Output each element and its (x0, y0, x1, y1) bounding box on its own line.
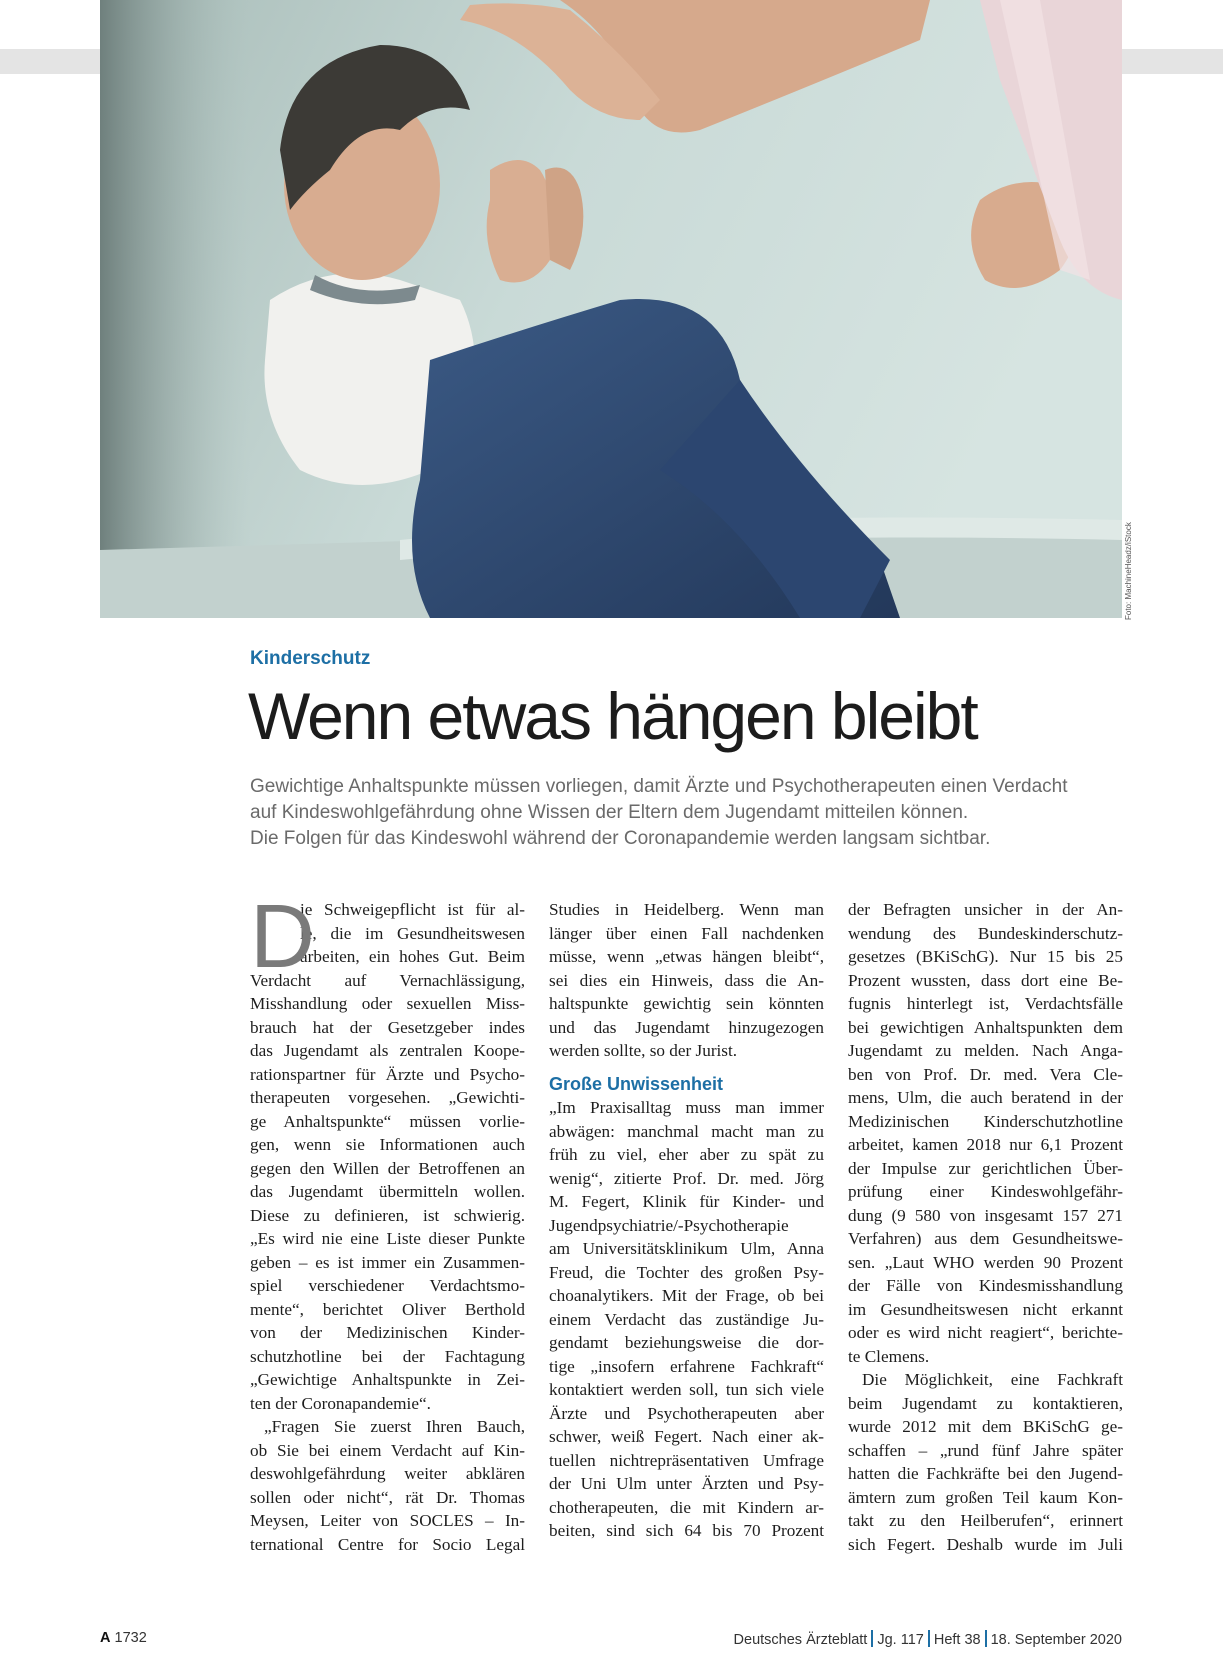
text-line: gendamt beziehungsweise die dor- (549, 1333, 824, 1352)
text-line: kontaktiert werden soll, tun sich viele (549, 1380, 824, 1399)
text-line: das Jugendamt übermitteln wollen. (250, 1182, 525, 1201)
text-line: brauch hat der Gesetzgeber indes (250, 1017, 525, 1037)
text-line: „Es wird nie eine Liste dieser Punkte (250, 1229, 525, 1248)
text-line: früh zu viel, eher aber zu spät zu (549, 1145, 824, 1164)
text-line: Meysen, Leiter von SOCLES – In- (250, 1511, 525, 1530)
text-line: gegen den Willen der Betroffenen an (250, 1158, 525, 1178)
text-line: der Impulse zur gerichtlichen Über- (848, 1158, 1123, 1178)
article-photo (100, 0, 1122, 618)
photo-credit: Foto: MachineHeadz/iStock (1124, 522, 1133, 620)
text-line: schaffen – „rund fünf Jahre später (848, 1440, 1123, 1460)
text-line: müsse, wenn „etwas hängen bleibt“, (549, 947, 824, 966)
text-line: Jugendpsychiatrie/-Psychotherapie (549, 1215, 789, 1235)
text-line: sen. „Laut WHO werden 90 Prozent (848, 1252, 1123, 1272)
text-line: einem Verdacht das zuständige Ju- (549, 1309, 824, 1329)
text-line: ämtern zum großen Teil kaum Kon- (848, 1487, 1123, 1507)
text-line: Freud, die Tochter des großen Psy- (549, 1262, 824, 1282)
text-line: mente“, berichtet Oliver Berthold (250, 1299, 525, 1319)
text-line: gen, wenn sie Informationen auch (250, 1135, 525, 1154)
text-line: deswohlgefährdung weiter abklären (250, 1464, 525, 1483)
text-line: oder es wird nicht reagiert“, berichte- (848, 1323, 1123, 1342)
text-line: beiten, sind sich 64 bis 70 Prozent (549, 1521, 824, 1540)
text-line: fugnis hinterlegt ist, Verdachtsfälle (848, 994, 1123, 1013)
text-line: ie Schweigepflicht ist für al- (300, 900, 525, 919)
page-prefix: A (100, 1630, 111, 1646)
text-line: te Clemens. (848, 1346, 930, 1366)
text-line: hatten die Fachkräfte bei den Jugend- (848, 1464, 1123, 1483)
header-band-left (0, 49, 100, 74)
text-line: schutzhotline bei der Fachtagung (250, 1346, 525, 1366)
text-line: ternational Centre for Socio Legal (250, 1534, 525, 1554)
text-line: länger über einen Fall nachdenken (549, 923, 824, 943)
body-column-1 (250, 887, 525, 1556)
text-line: dung (9 580 von insgesamt 157 271 (848, 1205, 1123, 1225)
text-line: sollen oder nicht“, rät Dr. Thomas (250, 1487, 525, 1507)
text-line: Misshandlung oder sexuellen Miss- (250, 994, 525, 1013)
separator (985, 1630, 987, 1647)
text-line: rationspartner für Ärzte und Psycho- (250, 1064, 525, 1084)
article-kicker: Kinderschutz (250, 648, 371, 669)
text-line: ob Sie bei einem Verdacht auf Kin- (250, 1440, 525, 1460)
text-line: therapeuten vorgesehen. „Gewichti- (250, 1088, 525, 1107)
text-line: sei dies ein Hinweis, dass die An- (549, 970, 824, 990)
journal-name: Deutsches Ärzteblatt (733, 1632, 868, 1648)
page-number (100, 1630, 147, 1646)
section-subhead: Große Unwissenheit (549, 1073, 724, 1094)
text-line: beim Jugendamt zu kontaktieren, (848, 1393, 1123, 1413)
text-line: der Uni Ulm unter Ärzten und Psy- (549, 1474, 824, 1493)
text-line: prüfung einer Kindeswohlgefähr- (848, 1182, 1123, 1201)
text-line: bei gewichtigen Anhaltspunkten dem (848, 1017, 1123, 1037)
text-line: Medizinischen Kinderschutzhotline (848, 1111, 1123, 1131)
text-line: ge Anhaltspunkte“ müssen vorlie- (250, 1111, 525, 1131)
text-line: ten der Coronapandemie“. (250, 1393, 431, 1413)
text-line: „Im Praxisalltag muss man immer (549, 1098, 824, 1117)
article-lead (250, 774, 1130, 852)
journal-date: 18. September 2020 (990, 1632, 1122, 1648)
text-line: „Gewichtige Anhaltspunkte in Zei- (250, 1370, 525, 1389)
article-headline: Wenn etwas hängen bleibt (248, 679, 977, 753)
text-line: wurde 2012 mit dem BKiSchG ge- (848, 1417, 1123, 1436)
text-line: im Gesundheitswesen nicht erkannt (848, 1299, 1123, 1319)
text-line: abwägen: manchmal macht man zu (549, 1121, 824, 1141)
text-line: haltspunkte gewichtig sein könnten (549, 994, 824, 1013)
text-line: Verdacht auf Vernachlässigung, (250, 970, 525, 990)
journal-info (734, 1630, 1122, 1648)
text-line: geben – es ist immer ein Zusammen- (250, 1252, 525, 1272)
text-line: sich Fegert. Deshalb wurde im Juli (848, 1534, 1123, 1554)
text-line: Ärzte und Psychotherapeuten aber (549, 1403, 824, 1423)
text-line: Die Möglichkeit, eine Fachkraft (862, 1370, 1123, 1389)
text-line: „Fragen Sie zuerst Ihren Bauch, (264, 1417, 525, 1436)
text-line: am Universitätsklinikum Ulm, Anna (549, 1239, 824, 1258)
text-line: Prozent wussten, dass dort eine Be- (848, 970, 1123, 990)
text-line: chotherapeuten, die mit Kindern ar- (549, 1497, 824, 1517)
text-line: choanalytikers. Mit der Frage, ob bei (549, 1286, 824, 1305)
text-line: le, die im Gesundheitswesen (300, 923, 525, 943)
text-line: das Jugendamt als zentralen Koope- (250, 1041, 525, 1060)
text-line: ben von Prof. Dr. med. Vera Cle- (848, 1064, 1123, 1084)
text-line: wenig“, zitierte Prof. Dr. med. Jörg (549, 1168, 824, 1188)
journal-issue: Heft 38 (933, 1632, 981, 1648)
text-line: tige „insofern erfahrene Fachkraft“ (549, 1356, 824, 1376)
lead-line: auf Kindeswohlgefährdung ohne Wissen der Eltern dem Jugendamt mitteilen können. (250, 802, 969, 823)
text-line: Diese zu definieren, ist schwierig. (250, 1205, 525, 1225)
separator (871, 1630, 873, 1647)
text-line: wendung des Bundeskinderschutz- (848, 923, 1123, 943)
text-line: schwer, weiß Fegert. Nach einer ak- (549, 1427, 824, 1446)
lead-line: Die Folgen für das Kindeswohl während der Coronapandemie werden langsam sichtbar. (250, 828, 991, 849)
text-line: werden sollte, so der Jurist. (549, 1041, 738, 1060)
text-line: arbeitet, kamen 2018 nur 6,1 Prozent (848, 1135, 1123, 1154)
header-band-right (1122, 49, 1223, 74)
text-line: takt zu den Heilberufen“, erinnert (848, 1511, 1123, 1530)
text-line: mens, Ulm, die auch beratend in der (848, 1088, 1123, 1107)
text-line: der Fälle von Kindesmisshandlung (848, 1276, 1123, 1295)
text-line: von der Medizinischen Kinder- (250, 1323, 525, 1342)
text-line: Jugendamt zu melden. Nach Anga- (848, 1041, 1123, 1060)
journal-volume: Jg. 117 (877, 1632, 924, 1648)
text-line: und das Jugendamt hinzugezogen (549, 1017, 824, 1037)
body-column-3 (848, 898, 1123, 1556)
text-line: spiel verschiedener Verdachtsmo- (250, 1276, 525, 1295)
text-line: der Befragten unsicher in der An- (848, 900, 1123, 919)
text-line: tuellen nichtrepräsentativen Umfrage (549, 1450, 824, 1470)
text-line: Studies in Heidelberg. Wenn man (549, 900, 824, 919)
page-footer (0, 1630, 1223, 1654)
separator (928, 1630, 930, 1647)
text-line: Verfahren) aus dem Gesundheitswe- (848, 1229, 1123, 1248)
page-number-value: 1732 (114, 1630, 147, 1646)
text-line: gesetzes (BKiSchG). Nur 15 bis 25 (848, 947, 1123, 966)
lead-line: Gewichtige Anhaltspunkte müssen vorliegen, damit Ärzte und Psychotherapeuten einen Verdacht (250, 776, 1068, 797)
drop-cap: D (250, 887, 315, 987)
body-column-2 (549, 898, 824, 1543)
text-line: arbeiten, ein hohes Gut. Beim (300, 947, 525, 966)
text-line: M. Fegert, Klinik für Kinder- und (549, 1192, 824, 1211)
